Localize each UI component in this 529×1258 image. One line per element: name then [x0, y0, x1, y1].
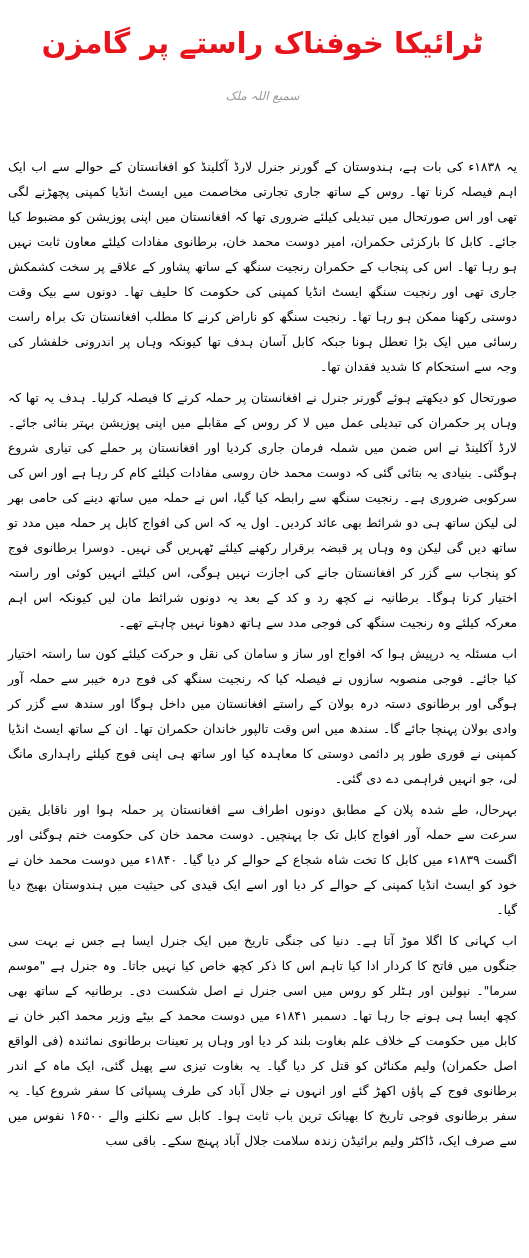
paragraph: یہ ۱۸۳۸ء کی بات ہے، ہندوستان کے گورنر جنرل لارڈ آکلینڈ کو افغانستان کے حوالے سے اب ایک اہم فیصلہ کرنا تھا۔ روس کے ساتھ جاری تجارتی مخاصمت میں ایسٹ انڈیا کمپنی پچھڑنے لگی تھی اور اس صورتحال میں تبدیلی کیلئے ضروری تھا کہ افغانستان میں اپنی پوزیشن کو مضبوط کیا جائے۔ کابل کا بارکزئی حکمران، امیر دوست محمد خان، برطانوی مفادات کیلئے معاون ثابت نہیں ہو رہا تھا۔ اس کی پنجاب کے حکمران رنجیت سنگھ کے ساتھ پشاور کے علاقے پر سخت کشمکش جاری تھی اور رنجیت سنگھ ایسٹ انڈیا کمپنی کی حکومت کا حلیف تھا۔ دونوں سے بیک وقت دوستی رکھنا ممکن ہو رہا تھا۔ رنجیت سنگھ کو ناراض کرنے کا مطلب افغانستان تک براہ راست رسائی میں ایک بڑا تعطل ہونا جبکہ کابل آسان ہدف تھا کیونکہ وہاں پر اندرونی خلفشار کی وجہ سے استحکام کا شدید فقدان تھا۔	[8, 159, 517, 374]
paragraph: اب مسئلہ یہ درپیش ہوا کہ افواج اور ساز و سامان کی نقل و حرکت کیلئے کون سا راستہ اختیار کیا جائے۔ فوجی منصوبہ سازوں نے فیصلہ کیا کہ رنجیت سنگھ کی فوج درہ خیبر سے حملہ آور ہوگی اور برطانوی دستہ درہ بولان کے راستے افغانستان میں داخل ہوگا اور سندھ سے گزر کر وادی بولان پہنچا جائے گا۔ سندھ میں اس وقت تالپور خاندان حکمران تھا۔ ان کے ساتھ ایسٹ انڈیا کمپنی نے فوری طور پر دائمی دوستی کا معاہدہ کیا اور ساتھ ہی اپنی فوج کیلئے راہداری مانگ لی، جو انہیں فراہمی دے دی گئی۔	[8, 646, 517, 786]
article-body	[8, 154, 517, 1153]
paragraph: بہرحال، طے شدہ پلان کے مطابق دونوں اطراف سے افغانستان پر حملہ ہوا اور ناقابل یقین سرعت سے حملہ آور افواج کابل تک جا پہنچیں۔ دوست محمد خان کی حکومت ختم ہوگئی اور اگست ۱۸۳۹ء میں کابل کا تخت شاہ شجاع کے حوالے کر دیا گیا۔ ۱۸۴۰ء میں دوست محمد خان نے خود کو ایسٹ انڈیا کمپنی کے حوالے کر دیا اور اسے ایک قیدی کی حیثیت میں ہندوستان بھیج دیا گیا۔	[8, 802, 517, 917]
article-headline: ٹرائیکا خوفناک راستے پر گامزن	[41, 26, 484, 60]
paragraph: صورتحال کو دیکھتے ہوئے گورنر جنرل نے افغانستان پر حملہ کرنے کا فیصلہ کرلیا۔ ہدف یہ تھا کہ وہاں پر حکمران کی تبدیلی عمل میں لا کر روس کے مقابلے میں اپنی پوزیشن بہتر بنائی جائے۔ لارڈ آکلینڈ نے اس ضمن میں شملہ فرمان جاری کردیا اور افغانستان پر حملے کی تیاری شروع ہوگئی۔ بنیادی یہ بتائی گئی کہ دوست محمد خان روسی مفادات کیلئے کام کر رہا ہے اور اس کی سرکوبی ضروری ہے۔ رنجیت سنگھ سے رابطہ کیا گیا، اس نے حملہ میں ساتھ دینے کی حامی بھر لی لیکن ساتھ ہی دو شرائط بھی عائد کردیں۔ اول یہ کہ اس کی افواج کابل پر حملہ میں مدد تو ساتھ دیں گی لیکن وہ وہاں پر قبضہ برقرار رکھنے کیلئے ٹھہریں گی نہیں۔ دوسرا برطانوی فوج کو پنجاب سے گزر کر افغانستان جانے کی اجازت نہیں ہوگی، اس کیلئے انہیں کوئی اور راستہ اختیار کرنا ہوگا۔ برطانیہ نے کچھ رد و کد کے بعد یہ دونوں شرائط مان لیں کیونکہ اس اہم معرکہ کیلئے وہ رنجیت سنگھ کی فوجی مدد سے ہاتھ دھونا نہیں چاہتے تھے۔	[8, 390, 517, 630]
author-byline: سمیع اللہ ملک	[225, 89, 300, 103]
paragraph: اب کہانی کا اگلا موڑ آتا ہے۔ دنیا کی جنگی تاریخ میں ایک جنرل ایسا ہے جس نے بہت سی جنگوں میں فاتح کا کردار ادا کیا تاہم اس کا ذکر کچھ خاص کیا نہیں جاتا۔ وہ جنرل ہے "موسم سرما"۔ نپولین اور ہٹلر کو روس میں اسی جنرل نے اصل شکست دی۔ برطانیہ کے ساتھ بھی کچھ ایسا ہی ہونے جا رہا تھا۔ دسمبر ۱۸۴۱ء میں دوست محمد کے بیٹے وزیر محمد اکبر خان نے کابل میں حکومت کے خلاف علم بغاوت بلند کر دیا اور وہاں پر تعینات برطانوی نمائندہ (فی الواقع اصل حکمران) ولیم مکناٹن کو قتل کر دیا گیا۔ یہ بغاوت تیزی سے پھیل گئی، ایک ماہ کے اندر برطانوی فوج کے پاؤں اکھڑ گئے اور انہوں نے جلال آباد کی طرف پسپائی کا سفر شروع کیا۔ یہ سفر برطانوی فوجی تاریخ کا بھیانک ترین باب ثابت ہوا۔ کابل سے نکلنے والے ۱۶۵۰۰ نفوس میں سے صرف ایک، ڈاکٹر ولیم برائیڈن زندہ سلامت جلال آباد پہنچ سکے۔ باقی سب	[8, 933, 518, 1148]
